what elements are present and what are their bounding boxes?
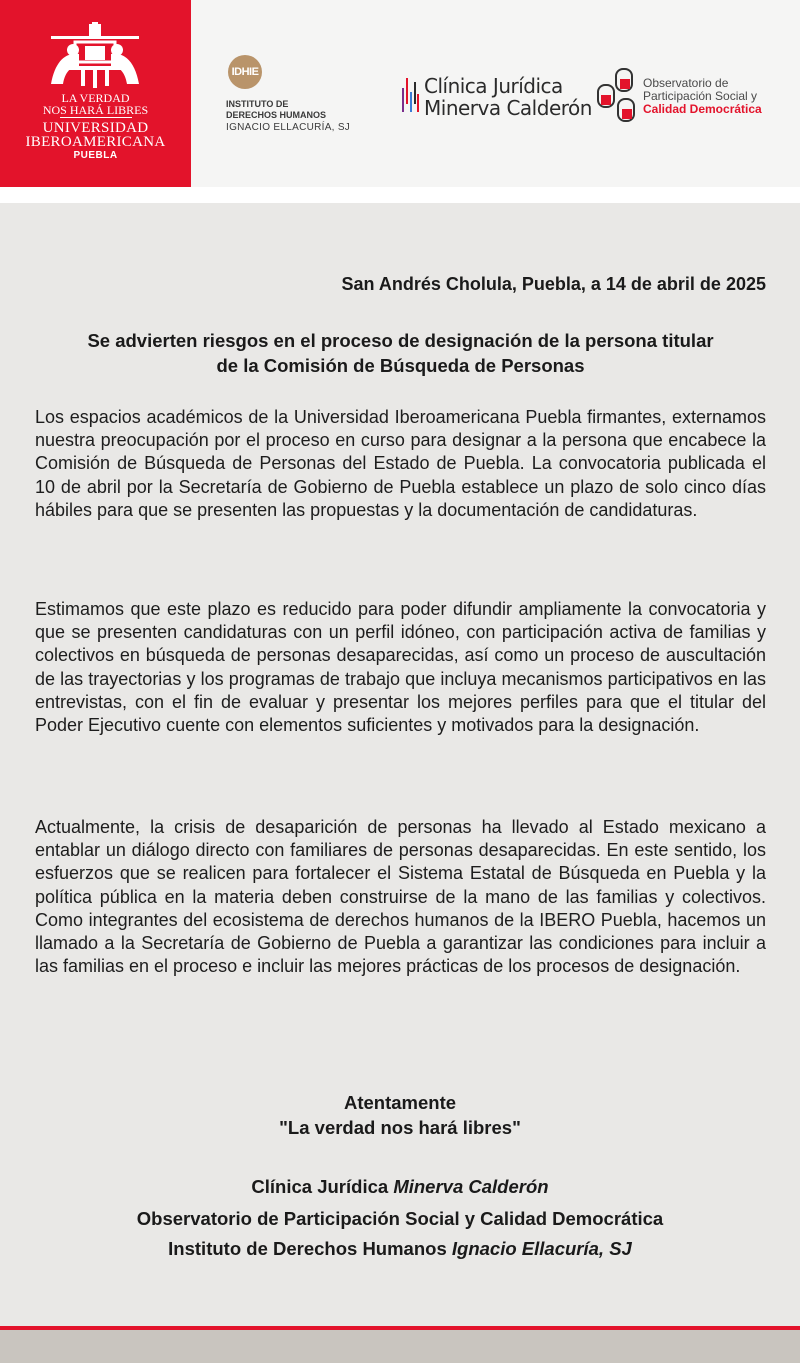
signatory-observatorio-plain: Observatorio de Participación Social y Calidad Democrática <box>136 1208 664 1229</box>
document-title <box>35 328 766 378</box>
signatory-clinica-plain: Clínica Jurídica <box>251 1176 394 1197</box>
signatory-idhie <box>0 1236 800 1261</box>
clinica-line1: Clínica Jurídica <box>424 74 563 98</box>
title-line1: Se advierten riesgos en el proceso de designación de la persona titular <box>87 330 714 351</box>
ibero-name-line1: UNIVERSIDAD <box>42 120 149 136</box>
idhie-line3: IGNACIO ELLACURÍA, SJ <box>226 122 351 133</box>
dateline: San Andrés Cholula, Puebla, a 14 de abril de 2025 <box>341 274 766 294</box>
signatory-idhie-plain: Instituto de Derechos Humanos <box>168 1238 452 1259</box>
ibero-name-line2: IBEROAMERICANA <box>25 134 166 150</box>
ibero-logo-block <box>0 0 191 187</box>
body-paragraph-3: Actualmente, la crisis de desaparición de personas ha llevado al Estado mexicano a entablar un diálogo directo con familiares de personas desaparecidas. En este sentido, los esfuerzos que se realicen para fortalecer el Sistema Estatal de Búsqueda en Puebla y la política pública en la materia deben construirse de la mano de las familias y colectivos. Como integrantes del ecosistema de derechos humanos de la IBERO Puebla, hacemos un llamado a la Secretaría de Gobierno de Puebla a garantizar las condiciones para incluir a las familias en el proceso e incluir las mejores prácticas de los procesos de designación. <box>35 817 766 977</box>
ibero-seal-icon <box>45 22 145 92</box>
observatorio-line1: Observatorio de <box>643 76 729 90</box>
closing-salutation: Atentamente <box>343 1092 457 1113</box>
idhie-line2: DERECHOS HUMANOS <box>226 110 327 120</box>
clinica-logo <box>402 72 592 120</box>
ibero-motto-line2: NOS HARÁ LIBRES <box>42 103 149 117</box>
ibero-divider <box>60 117 132 118</box>
observatorio-line2: Participación Social y <box>643 89 758 103</box>
clinica-line2: Minerva Calderón <box>424 96 592 120</box>
signatory-clinica <box>0 1174 800 1199</box>
header-bar <box>0 0 800 187</box>
observatorio-line3: Calidad Democrática <box>643 102 762 116</box>
ibero-city: PUEBLA <box>73 150 118 161</box>
signatory-clinica-italic: Minerva Calderón <box>393 1176 549 1197</box>
clinica-bars-icon <box>402 74 420 114</box>
closing-motto: "La verdad nos hará libres" <box>279 1117 521 1138</box>
body-paragraph-2: Estimamos que este plazo es reducido para poder difundir ampliamente la convocatoria y que se presenten candidaturas con un perfil idóneo, con participación activa de familias y colectivos en búsqueda de personas desaparecidas, así como un proceso de auscultación de las trayectorias y los programas de trabajo que incluya mecanismos participativos en las entrevistas, con el fin de evaluar y presentar los mejores perfiles para que el titular del Poder Ejecutivo cuente con elementos suficientes y motivados para la designación. <box>35 599 766 736</box>
title-line2: de la Comisión de Búsqueda de Personas <box>216 355 585 376</box>
idhie-emblem-icon: IDHIE <box>228 55 262 89</box>
signatory-observatorio <box>0 1206 800 1231</box>
idhie-line1: INSTITUTO DE <box>226 99 289 109</box>
signatory-idhie-italic: Ignacio Ellacuría, SJ <box>451 1238 632 1259</box>
raised-hands-icon <box>596 67 638 125</box>
observatorio-logo <box>596 67 791 127</box>
body-paragraph-1: Los espacios académicos de la Universidad Iberoamericana Puebla firmantes, externamos nuestra preocupación por el proceso en curso para designar a la persona que encabece la Comisión de Búsqueda de Personas del Estado de Puebla. La convocatoria publicada el 10 de abril por la Secretaría de Gobierno de Puebla establece un plazo de solo cinco días hábiles para que se presenten las propuestas y la documentación de candidaturas. <box>35 407 766 520</box>
ibero-motto-line1: LA VERDAD <box>61 91 130 105</box>
header-separator <box>0 187 800 203</box>
footer-band <box>0 1330 800 1363</box>
